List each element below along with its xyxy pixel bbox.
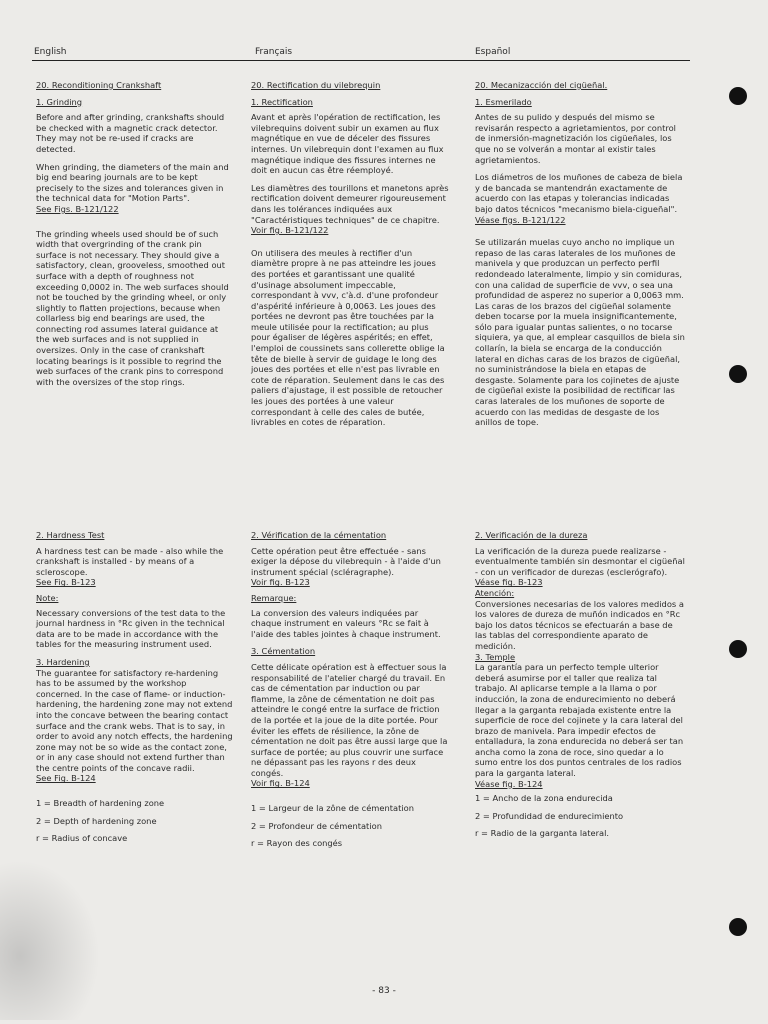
section-title: 20. Reconditioning Crankshaft — [36, 80, 162, 90]
header-francais: Français — [255, 47, 293, 57]
paragraph: Se utilizarán muelas cuyo ancho no implique un repaso de las caras laterales de los muñones de manivela y que produzcan un perfecto perfil redondeado lateralmente, limpio y sin comiduras, con una calidad de superficie de vvv, o sea una profundidad de asperez no superior a 0,0063 mm. Las caras de los brazos del cigüeñal solamente deben tocarse por la muela insignificantemente, sólo para igualar puntas salientes, o no tocarse siquiera, ya que, al emplear casquillos de biela sin collarín, la biela se encarga de la conducción lateral en dichas caras de los brazos de cigüeñal, no suministrándose la biela en etapas de desgaste. Solamente para los cojinetes de ajuste de cigüeñal existe la posibilidad de rectificar las caras laterales de los muñones de soporte de acuerdo con las medidas de desgaste de los anillos de tope. — [475, 237, 685, 428]
paragraph: La garantía para un perfecto temple ulterior deberá asumirse por el taller que realiza tal trabajo. Al aplicarse temple a la llama o por inducción, la zona de endurecimiento no deberá llegar a la garganta rebajada existente entre la superficie de roce del cojinete y la cara lateral del brazo de manivela. Para impedir efectos de entalladura, la zona endurecida no deberá ser tan ancha como la zona de roce, sino quedar a lo sumo entre los dos puntos centrales de los radios para la garganta lateral. — [475, 662, 684, 779]
binder-hole — [729, 640, 747, 658]
header-english: English — [34, 47, 67, 57]
header-rule — [32, 60, 690, 61]
figure-reference: See Fig. B-124 — [36, 773, 96, 784]
figure-reference: See Figs. B-121/122 — [36, 203, 119, 214]
subsection-grinding: 1. Grinding — [36, 96, 83, 107]
figure-reference: Véase fig. B-123 — [475, 577, 543, 588]
section-title: 20. Mecanizacción del cigüeñal. — [475, 80, 608, 90]
paragraph: On utilisera des meules à rectifier d'un diamètre propre à ne pas atteindre les joues des portées et garantissant une qualité d'usinage absolument impeccable, correspondant à vvv, c'à.d. d'une profondeur d'aspérité inférieure à 0,0063. Les joues des portées ne devront pas être touchées par la meule utilisée pour la rectification; au plus pour égaliser de légères aspérités; en effet, l'emploi de coussinets sans collerette oblige la tête de bielle à servir de guidage le long des joues des portées et elle n'est pas livrable en cote de réparation. Seulement dans le cas des paliers d'ajustage, il est possible de retoucher les joues des portées à une valeur correspondant à celle des cales de butée, livrables en cotes de réparation. — [251, 247, 445, 428]
figure-reference: Véase fig. B-124 — [475, 778, 543, 789]
binder-hole — [729, 365, 747, 383]
figure-reference: Voir fig. B-123 — [251, 577, 310, 588]
legend-item: 2 = Depth of hardening zone — [36, 815, 157, 826]
subsection-dureza: 2. Verificación de la dureza — [475, 530, 588, 540]
legend-item: 1 = Breadth of hardening zone — [36, 798, 165, 809]
subsection-esmerilado: 1. Esmerilado — [475, 96, 532, 107]
section-title: 20. Rectification du vilebrequin — [251, 80, 381, 90]
subsection-cementation: 3. Cémentation — [251, 646, 316, 657]
subsection-temple: 3. Temple — [475, 651, 516, 662]
paragraph: When grinding, the diameters of the main and big end bearing journals are to be kept precisely to the sizes and tolerances given in the technical data for "Motion Parts". — [36, 161, 229, 204]
subsection-hardening: 3. Hardening — [36, 656, 90, 667]
legend-item: r = Radius of concave — [36, 833, 128, 844]
subsection-verification: 2. Vérification de la cémentation — [251, 530, 387, 540]
paragraph: Cette opération peut être effectuée - sans exiger la dépose du vilebrequin - à l'aide d'un instrument spécial (scléragraphe). — [251, 545, 441, 577]
figure-reference: See Fig. B-123 — [36, 577, 96, 588]
paragraph: The grinding wheels used should be of such width that overgrinding of the crank pin surface is not necessary. They should give a satisfactory, clean, grooveless, smoothed out surface with a depth of roughness not exceeding 0,0002 in. The web surfaces should not be touched by the grinding wheel, or only slightly to flatten projections, because when collarless big end bearings are used, the connecting rod assumes lateral guidance at the web surfaces and is not supplied in oversizes. Only in the case of crankshaft locating bearings is it possible to regrind the web surfaces of the crank pins to correspond with the oversizes of the stop rings. — [36, 228, 229, 387]
note-label: Note: — [36, 592, 59, 603]
figure-reference: Véase figs. B-121/122 — [475, 214, 566, 225]
column-francais — [251, 80, 449, 849]
subsection-rectification: 1. Rectification — [251, 96, 313, 107]
binder-hole — [729, 87, 747, 105]
note-label: Atención: — [475, 587, 515, 598]
paragraph: Los diámetros de los muñones de cabeza de biela y de bancada se mantendrán exactamente de acuerdo con las etapas y tolerancias indicadas bajo datos técnicos "mecanismo biela-cigueñal". — [475, 172, 683, 214]
binder-hole — [729, 918, 747, 936]
subsection-hardness-test: 2. Hardness Test — [36, 530, 105, 540]
legend-item: r = Radio de la garganta lateral. — [475, 828, 610, 839]
paragraph: Necessary conversions of the test data to the journal hardness in °Rc given in the technical data are to be made in accordance with the tables for the measuring instrument used. — [36, 607, 226, 650]
column-english — [36, 80, 234, 844]
paragraph: Antes de su pulido y después del mismo se revisarán respecto a agrietamientos, por control de inmersión-magnetización los cigüeñales, los que no se volverán a montar al existir tales agrietamientos. — [475, 112, 676, 165]
paragraph: Avant et après l'opération de rectification, les vilebrequins doivent subir un examen au flux magnétique en vue de déceler des fissures internes. Un vilebrequin dont l'examen au flux magnétique indique des fissures internes ne doit en aucun cas être réemployé. — [251, 112, 444, 176]
column-espanol — [475, 80, 685, 839]
figure-reference: Voir fig. B-121/122 — [251, 225, 329, 236]
paragraph: Les diamètres des tourillons et manetons après rectification doivent demeurer rigoureusement dans les tolérances indiquées aux "Caractéristiques techniques" de ce chapitre. — [251, 182, 449, 225]
paragraph: La conversion des valeurs indiquées par chaque instrument en valeurs °Rc se fait à l'aide des tables jointes à chaque instrument. — [251, 607, 441, 639]
paragraph: The guarantee for satisfactory re-hardening has to be assumed by the workshop concerned. In the case of flame- or induction-hardening, the hardening zone may not extend into the concave between the bearing contact surface and the crank webs. That is to say, in order to avoid any notch effects, the hardening zone may not be so wide as the contact zone, or in any case should not extend further than the centre points of the concave radii. — [36, 667, 233, 773]
note-label: Remarque: — [251, 592, 297, 603]
legend-item: 2 = Profundidad de endurecimiento — [475, 810, 624, 821]
paragraph: Before and after grinding, crankshafts should be checked with a magnetic crack detector. They may not be re-used if cracks are detected. — [36, 112, 225, 154]
paragraph: Conversiones necesarias de los valores medidos a los valores de dureza de muñón indicados en °Rc bajo los datos técnicos se efectuarán a base de las tablas del correspondiente aparato de medición. — [475, 598, 684, 651]
figure-reference: Voir fig. B-124 — [251, 778, 310, 789]
legend-item: 1 = Ancho de la zona endurecida — [475, 793, 613, 804]
paragraph: La verificación de la dureza puede realizarse - eventualmente también sin desmontar el cigüeñal - con un verificador de durezas (esclerógrafo). — [475, 545, 685, 577]
header-espanol: Español — [475, 47, 511, 57]
legend-item: 2 = Profondeur de cémentation — [251, 820, 382, 831]
paragraph: A hardness test can be made - also while the crankshaft is installed - by means of a scleroscope. — [36, 545, 224, 577]
page-stain — [0, 860, 100, 1020]
legend-item: r = Rayon des congés — [251, 838, 343, 849]
legend-item: 1 = Largeur de la zône de cémentation — [251, 803, 414, 814]
page-number: - 83 - — [372, 986, 396, 996]
paragraph: Cette délicate opération est à effectuer sous la responsabilité de l'atelier chargé du travail. En cas de cémentation par induction ou par flamme, la zône de cémentation ne doit pas atteindre le congé entre la surface de friction de la portée et la joue de la dite portée. Pour éviter les effets de résilience, la zône de cémentation ne doit pas être aussi large que la surface de portée; au plus couvrir une surface ne dépassant pas les rayons r des deux congés. — [251, 661, 448, 778]
